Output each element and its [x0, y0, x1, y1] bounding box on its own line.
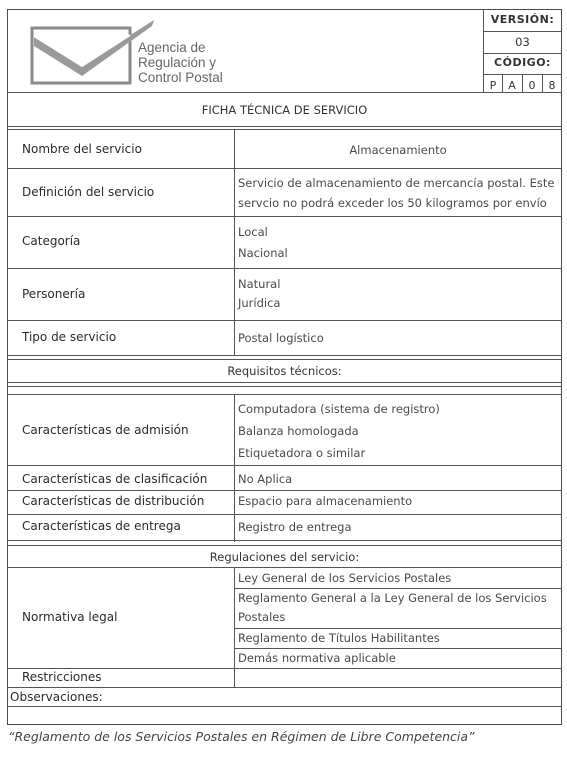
- nombre-label: Nombre del servicio: [22, 142, 142, 156]
- tipo-value: Postal logístico: [238, 331, 324, 345]
- logo-line-1: Agencia de: [138, 40, 206, 55]
- regulaciones-heading: Regulaciones del servicio:: [209, 550, 360, 564]
- code-char-4: 8: [548, 79, 556, 92]
- admision-line-3: Etiquetadora o similar: [238, 446, 366, 460]
- personeria-line-1: Natural: [238, 277, 281, 291]
- normativa-label: Normativa legal: [22, 610, 118, 624]
- categoria-line-1: Local: [238, 225, 268, 239]
- normativa-item-4: Demás normativa aplicable: [238, 651, 396, 665]
- footer-caption: “Reglamento de los Servicios Postales en Régimen de Libre Competencia”: [8, 729, 475, 744]
- version-label: VERSIÓN:: [490, 13, 555, 26]
- personeria-label: Personería: [22, 287, 86, 301]
- normativa-item-2: Reglamento General a la Ley General de los Servicios: [238, 591, 547, 605]
- code-char-2: A: [508, 79, 516, 92]
- normativa-item-2b: Postales: [238, 610, 286, 624]
- definicion-line-2: servcio no podrá exceder los 50 kilogramos por envío: [238, 196, 547, 210]
- version-value: 03: [515, 35, 530, 49]
- categoria-line-2: Nacional: [238, 246, 288, 260]
- admision-line-2: Balanza homologada: [238, 424, 359, 438]
- normativa-item-1: Ley General de los Servicios Postales: [238, 571, 452, 585]
- code-label: CÓDIGO:: [494, 56, 551, 69]
- logo-line-3: Control Postal: [138, 70, 223, 85]
- personeria-line-2: Jurídica: [238, 296, 281, 310]
- page-title: FICHA TÉCNICA DE SERVICIO: [201, 103, 368, 117]
- entrega-value: Registro de entrega: [238, 520, 352, 534]
- logo-line-2: Regulación y: [138, 55, 217, 70]
- code-char-1: P: [489, 79, 497, 92]
- distribucion-label: Características de distribución: [22, 494, 205, 508]
- logo-mark-icon: [30, 18, 155, 88]
- normativa-item-3: Reglamento de Títulos Habilitantes: [238, 631, 440, 645]
- admision-label: Características de admisión: [22, 423, 189, 437]
- agency-logo: [30, 18, 240, 88]
- code-char-3: 0: [528, 79, 536, 92]
- distribucion-value: Espacio para almacenamiento: [238, 494, 413, 508]
- tipo-label: Tipo de servicio: [22, 330, 117, 344]
- clasificacion-value: No Aplica: [238, 472, 293, 486]
- definicion-label: Definición del servicio: [22, 185, 155, 199]
- categoria-label: Categoría: [22, 234, 81, 248]
- entrega-label: Características de entrega: [22, 519, 181, 533]
- definicion-line-1: Servicio de almacenamiento de mercancía postal. Este: [238, 176, 555, 190]
- restricciones-label: Restricciones: [22, 670, 102, 684]
- nombre-value: Almacenamiento: [349, 143, 447, 157]
- clasificacion-label: Características de clasificación: [22, 472, 208, 486]
- observaciones-label: Observaciones:: [10, 690, 103, 704]
- requisitos-heading: Requisitos técnicos:: [227, 364, 342, 378]
- admision-line-1: Computadora (sistema de registro): [238, 402, 440, 416]
